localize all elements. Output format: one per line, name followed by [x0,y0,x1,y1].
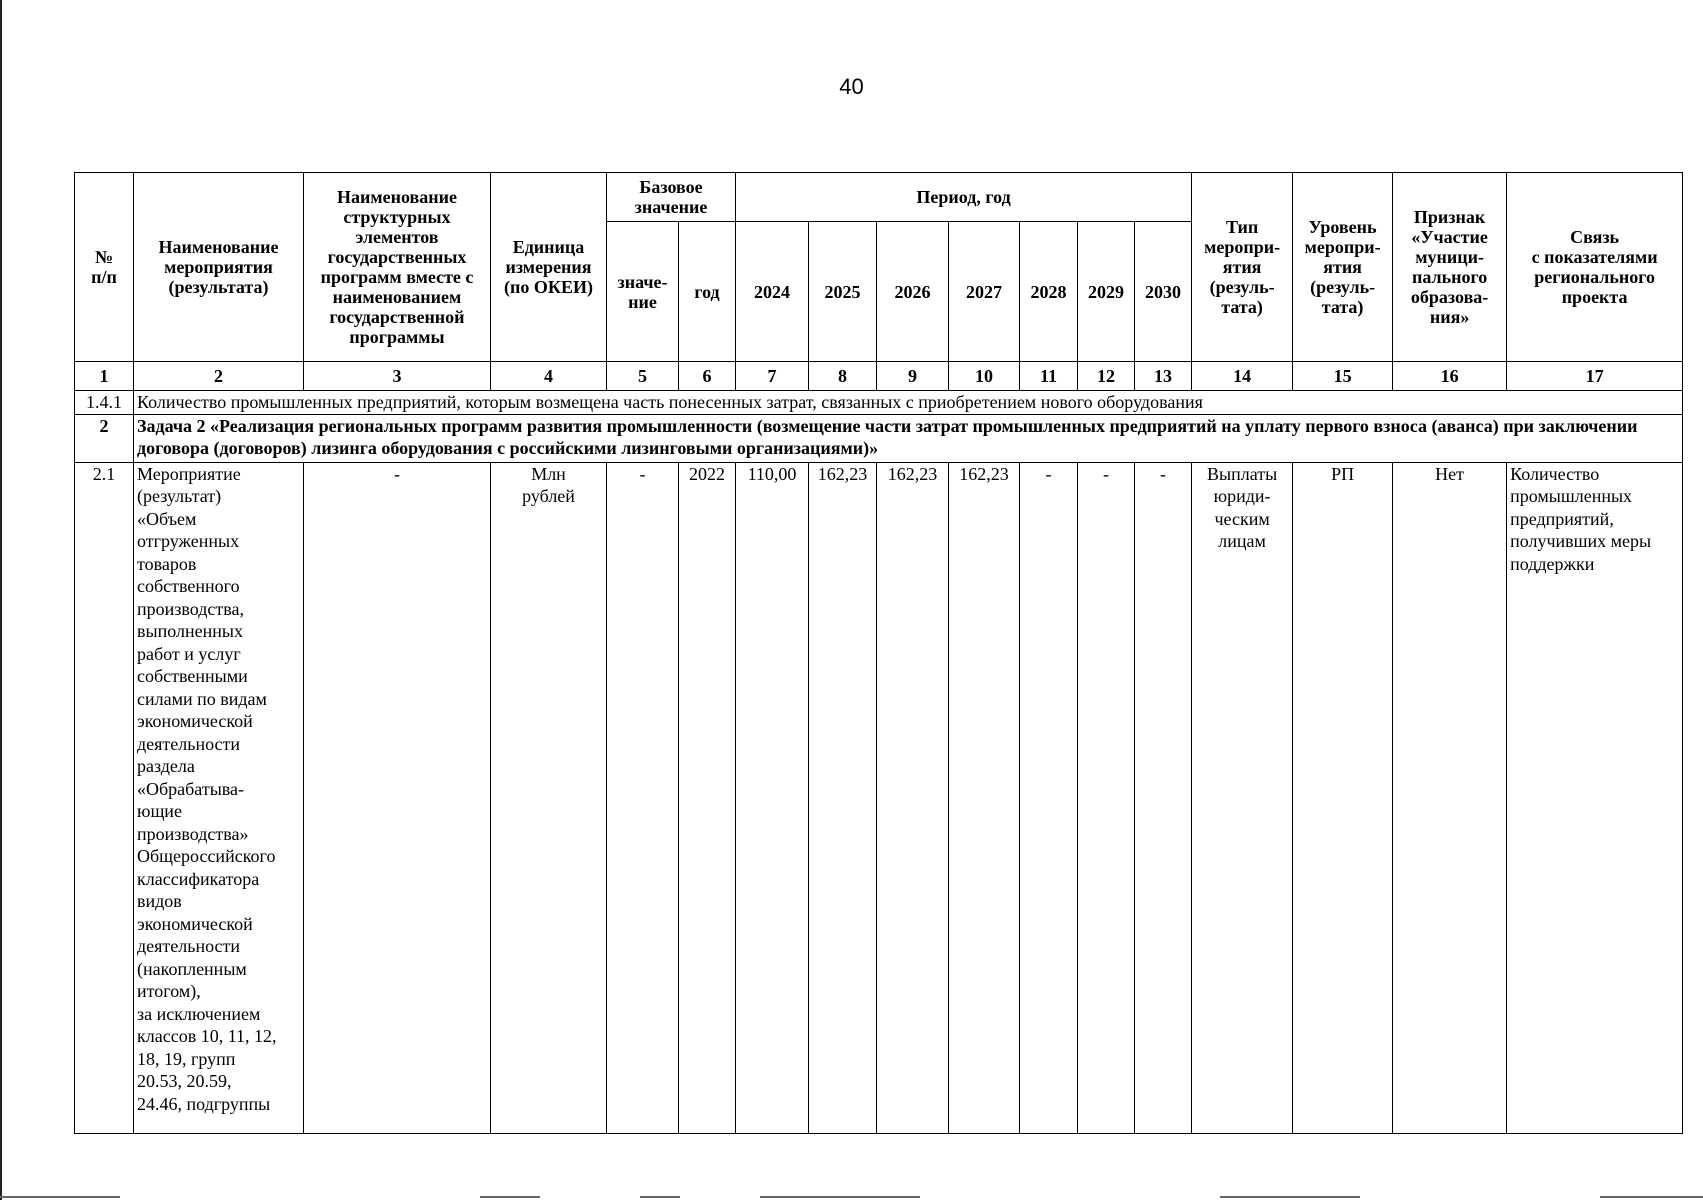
column-number: 13 [1135,362,1192,391]
column-number: 3 [304,362,491,391]
column-number: 14 [1192,362,1293,391]
header-unit: Единица измерения (по ОКЕИ) [491,173,607,362]
value-2027: 162,23 [949,462,1020,1133]
header-level: Уровень меропри- ятия (резуль- тата) [1293,173,1393,362]
page-number: 40 [839,74,864,99]
header-year: 2027 [949,222,1020,362]
measure-name: Мероприятие (результат) «Объем отгруженных товаров собственного производства, выполненных работ и услуг собственными силами по видам экономической деятельности раздела «Обрабатыва- ющие производства» Общероссийского классификатора видов экономической деятельности (накопленным итогом), за исключением классов 10, 11, 12, 18, 19, групп 20.53, 20.59, 24.46, подгруппы [134,462,304,1133]
task-text: Задача 2 «Реализация региональных программ развития промышленности (возмещение части затрат промышленных предприятий на уплату первого взноса (аванса) при заключении договора (договоров) лизинга оборудования с российскими лизинговыми организациями)» [134,414,1683,462]
value-2024: 110,00 [736,462,809,1133]
column-number: 4 [491,362,607,391]
header-year: 2026 [877,222,949,362]
header-period: Период, год [736,173,1192,222]
column-number: 10 [949,362,1020,391]
header-row-1 [75,173,1683,222]
header-year: 2025 [809,222,877,362]
measure-type: Выплаты юриди- ческим лицам [1192,462,1293,1133]
unit: Млн рублей [491,462,607,1133]
project-link: Количество промышленных предприятий, получивших меры поддержки [1507,462,1683,1133]
value-2028: - [1020,462,1078,1133]
header-base-year: год [679,222,736,362]
header-year: 2030 [1135,222,1192,362]
column-number: 9 [877,362,949,391]
divider [480,1196,540,1198]
header-sign: Признак «Участие муници- пального образова- ния» [1393,173,1507,362]
column-number: 15 [1293,362,1393,391]
value-2025: 162,23 [809,462,877,1133]
column-number: 6 [679,362,736,391]
base-year: 2022 [679,462,736,1133]
header-base-value: значе- ние [607,222,679,362]
column-numbers-row [75,362,1683,391]
page-edge [0,0,2,1200]
divider [0,1196,120,1198]
indicator-text: Количество промышленных предприятий, которым возмещена часть понесенных затрат, связанных с приобретением нового оборудования [134,391,1683,415]
header-link: Связь с показателями регионального проекта [1507,173,1683,362]
column-number: 11 [1020,362,1078,391]
measures-table [74,172,1683,1134]
column-number: 17 [1507,362,1683,391]
column-number: 7 [736,362,809,391]
base-value: - [607,462,679,1133]
measure-row-2-1 [75,462,1683,1133]
header-year: 2024 [736,222,809,362]
header-struct: Наименование структурных элементов государственных программ вместе с наименованием государственной программы [304,173,491,362]
row-number: 2.1 [75,462,134,1133]
indicator-row-1-4-1 [75,391,1683,415]
struct-element: - [304,462,491,1133]
value-2029: - [1078,462,1135,1133]
divider [1220,1196,1360,1198]
column-number: 1 [75,362,134,391]
header-year: 2028 [1020,222,1078,362]
value-2030: - [1135,462,1192,1133]
measure-level: РП [1293,462,1393,1133]
divider [640,1196,680,1198]
column-number: 8 [809,362,877,391]
row-number: 1.4.1 [75,391,134,415]
value-2026: 162,23 [877,462,949,1133]
header-base: Базовое значение [607,173,736,222]
column-number: 5 [607,362,679,391]
row-number: 2 [75,414,134,462]
divider [1600,1196,1703,1198]
task-row-2 [75,414,1683,462]
municipal-sign: Нет [1393,462,1507,1133]
header-year: 2029 [1078,222,1135,362]
header-type: Тип меропри- ятия (резуль- тата) [1192,173,1293,362]
header-num: № п/п [75,173,134,362]
header-name: Наименование мероприятия (результата) [134,173,304,362]
column-number: 12 [1078,362,1135,391]
column-number: 2 [134,362,304,391]
divider [760,1196,920,1198]
column-number: 16 [1393,362,1507,391]
